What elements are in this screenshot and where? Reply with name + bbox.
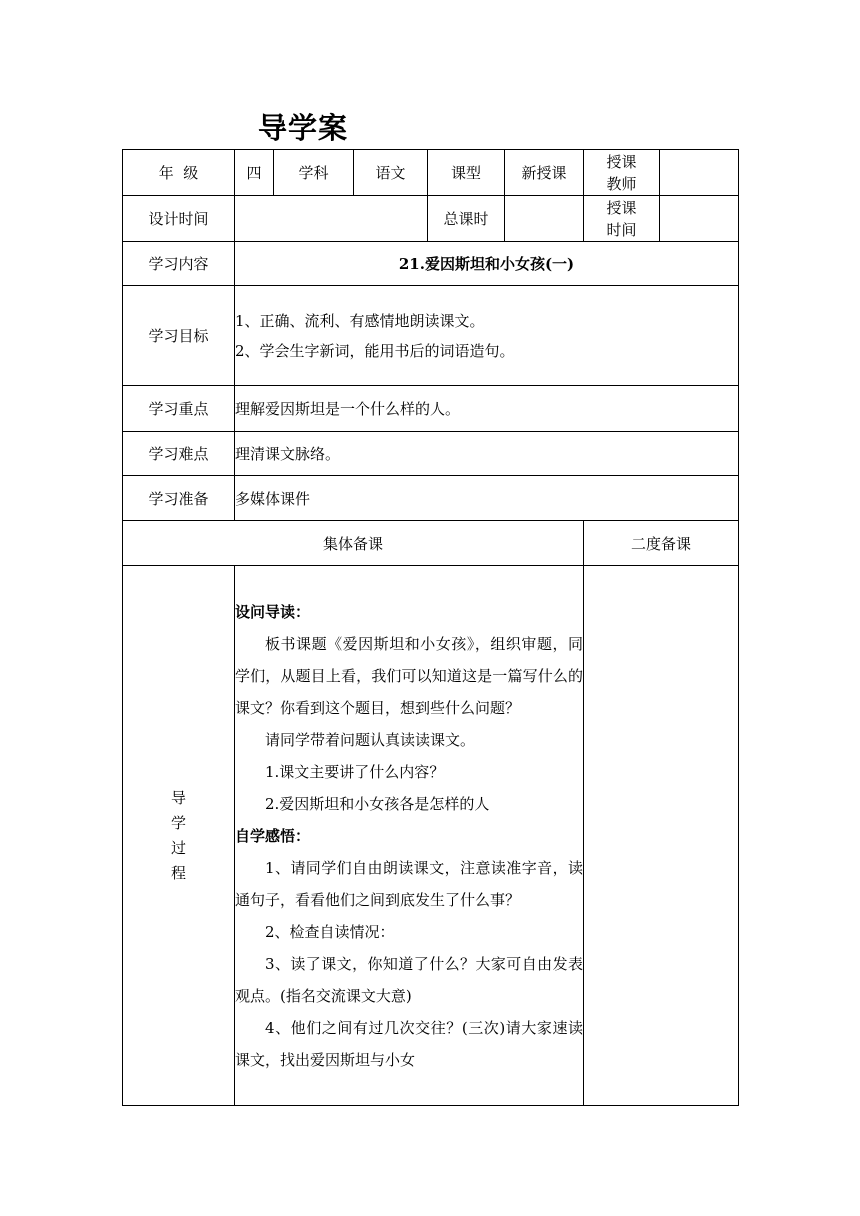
row-content: [123, 242, 739, 286]
process-paragraph: 3、读了课文，你知道了什么？大家可自由发表观点。(指名交流课文大意): [235, 954, 583, 1005]
row-process: [123, 566, 739, 1106]
row-prep: [123, 476, 739, 521]
process-paragraph: 1.课文主要讲了什么内容？: [265, 762, 445, 781]
content-label: 学习内容: [123, 242, 235, 286]
content-value: 21.爱因斯坦和小女孩(一): [235, 242, 739, 286]
class-time-value: [660, 196, 739, 242]
process-label-char: 导: [170, 788, 186, 807]
process-paragraph: 2.爱因斯坦和小女孩各是怎样的人: [265, 794, 490, 813]
process-label-char: 过: [170, 838, 186, 857]
teacher-label-line2: 教师: [606, 174, 637, 193]
difficulty-label: 学习难点: [123, 432, 235, 476]
lesson-type-value: 新授课: [505, 150, 584, 196]
row-section-header: [123, 521, 739, 566]
grade-value: 四: [235, 150, 274, 196]
process-heading: 设问导读：: [235, 602, 311, 621]
subject-value: 语文: [354, 150, 428, 196]
process-paragraph: 板书课题《爱因斯坦和小女孩》，组织审题，同学们，从题目上看，我们可以知道这是一篇写什么的课文？你看到这个题目，想到些什么问题？: [235, 634, 583, 717]
teacher-label-line1: 授课: [606, 152, 637, 171]
process-label: [123, 566, 235, 1106]
process-paragraph: 4、他们之间有过几次交往？(三次)请大家速读课文，找出爱因斯坦与小女: [235, 1018, 583, 1069]
row-difficulty: [123, 432, 739, 476]
class-time-label-line1: 授课: [606, 198, 637, 217]
focus-label: 学习重点: [123, 386, 235, 432]
process-paragraph: 1、请同学们自由朗读课文，注意读准字音，读通句子，看看他们之间到底发生了什么事？: [235, 858, 583, 909]
difficulty-value: 理清课文脉络。: [235, 432, 739, 476]
total-hours-label: 总课时: [428, 196, 505, 242]
process-label-char: 程: [170, 863, 186, 882]
grade-label: 年 级: [123, 150, 235, 196]
secondary-notes: [584, 566, 739, 1106]
subject-label: 学科: [274, 150, 354, 196]
row-time-info: [123, 196, 739, 242]
goal-item: 1、正确、流利、有感情地朗读课文。: [235, 311, 485, 330]
focus-value: 理解爱因斯坦是一个什么样的人。: [235, 386, 739, 432]
process-content: [235, 566, 584, 1106]
class-time-label-line2: 时间: [606, 220, 637, 239]
total-hours-value: [505, 196, 584, 242]
document-title: 导学案: [258, 111, 349, 145]
teacher-value: [660, 150, 739, 196]
design-time-label: 设计时间: [123, 196, 235, 242]
row-goals: [123, 286, 739, 386]
prep-label: 学习准备: [123, 476, 235, 521]
lesson-plan-table: [122, 149, 739, 1106]
lesson-type-label: 课型: [428, 150, 505, 196]
teacher-label: [584, 150, 660, 196]
process-heading: 自学感悟：: [235, 826, 311, 845]
process-paragraph: 2、检查自读情况：: [265, 922, 395, 941]
prep-value: 多媒体课件: [235, 476, 739, 521]
design-time-value: [235, 196, 428, 242]
goal-item: 2、学会生字新词，能用书后的词语造句。: [235, 341, 515, 360]
class-time-label: [584, 196, 660, 242]
process-paragraph: 请同学带着问题认真读读课文。: [265, 730, 476, 749]
collective-prep-header: 集体备课: [123, 521, 584, 566]
goals-label: 学习目标: [123, 286, 235, 386]
secondary-prep-header: 二度备课: [584, 521, 739, 566]
row-basic-info: [123, 150, 739, 196]
process-label-char: 学: [170, 813, 186, 832]
goals-list: [235, 286, 739, 386]
row-focus: [123, 386, 739, 432]
